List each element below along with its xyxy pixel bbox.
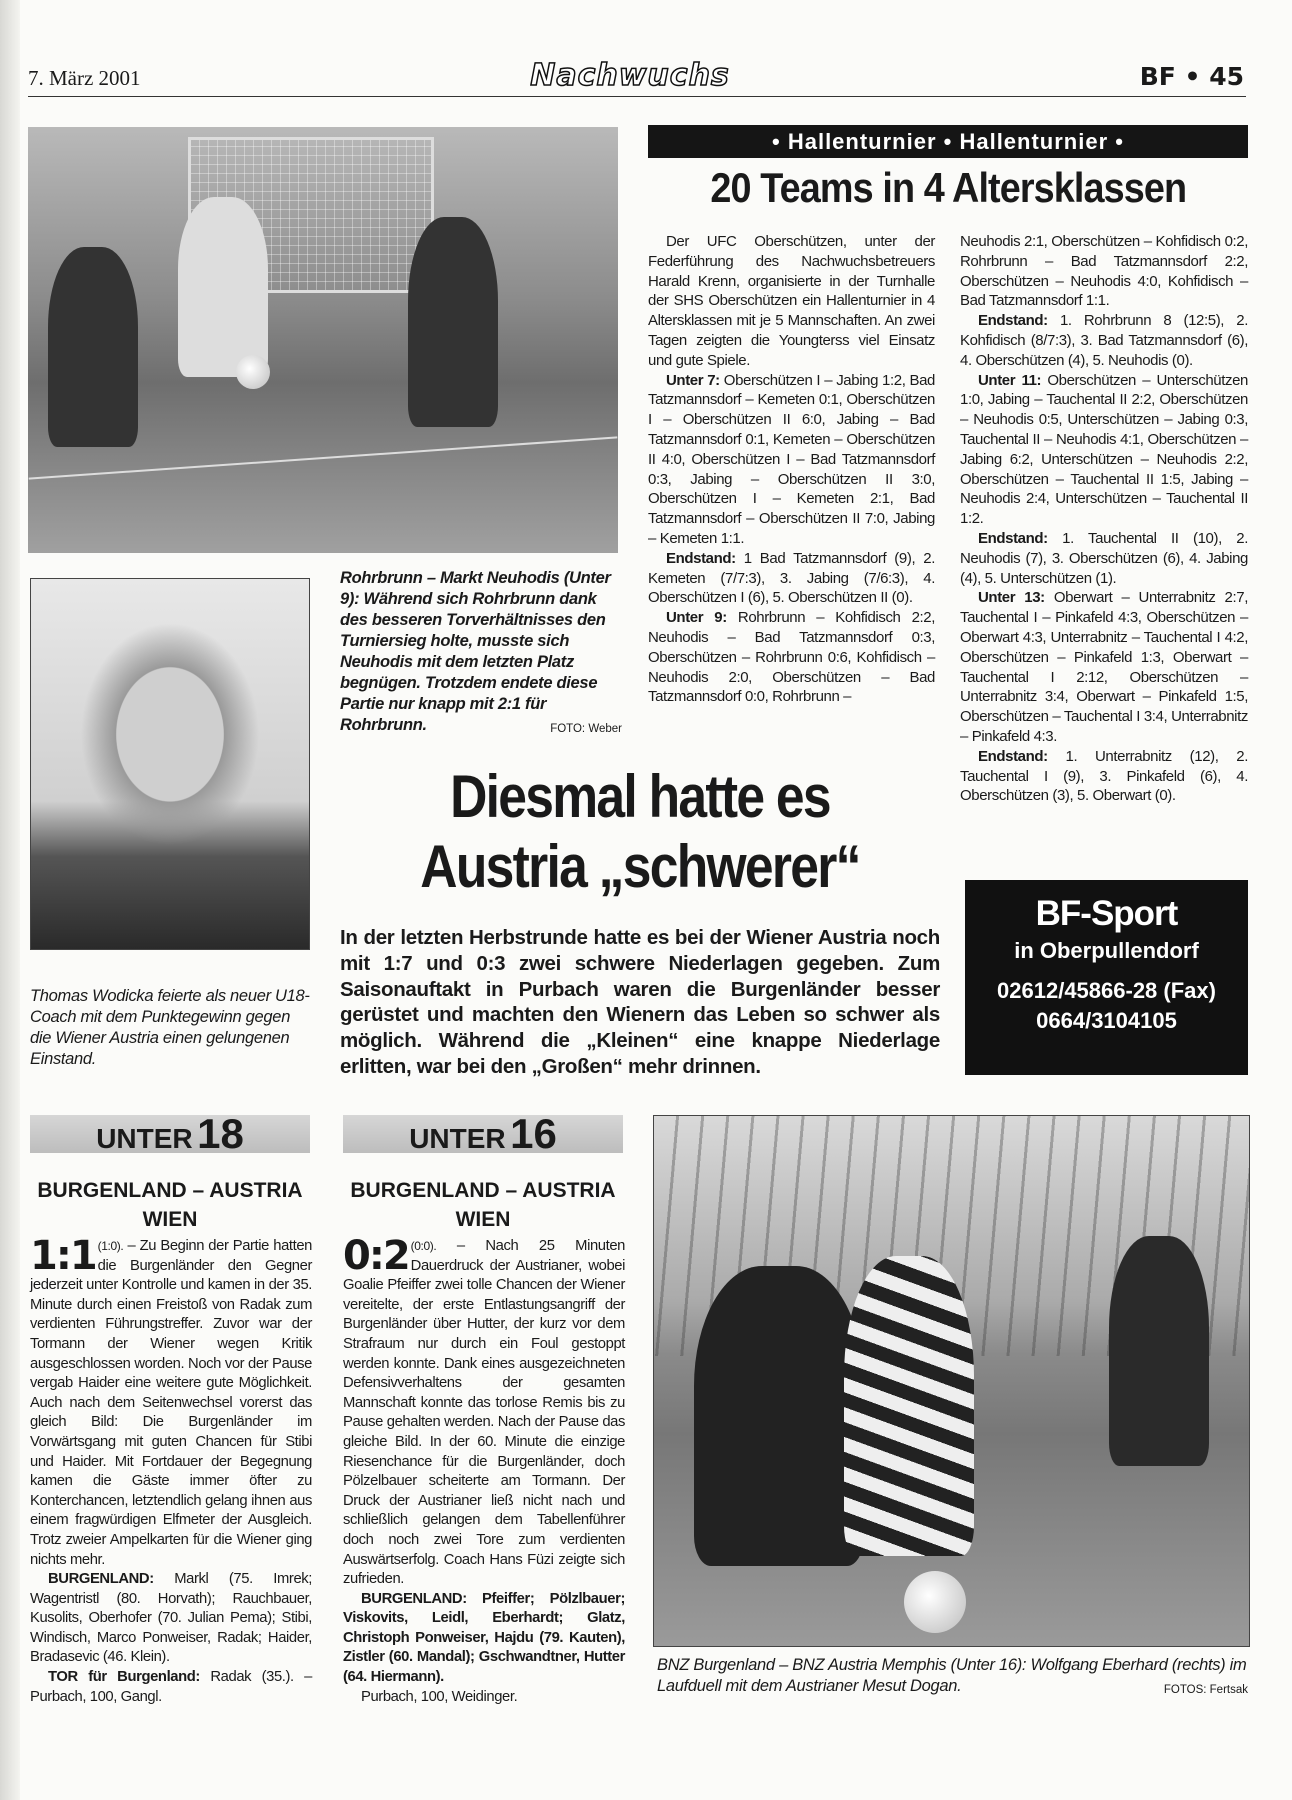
hallenturnier-photo <box>28 127 618 553</box>
football <box>904 1571 966 1633</box>
u18-teams: BURGENLAND – AUSTRIA WIEN <box>37 1179 303 1231</box>
intro-paragraph: Der UFC Oberschützen, unter der Federführung des Nachwuchsbetreuers Harald Krenn, organisierte in der Turnhalle der SHS Oberschützen ein Hallenturnier in 4 Altersklassen mit je 5 Mannschaften. An zwei Tagen zeigten die Youngterss viel Einsatz und gute Spiele. <box>648 233 935 369</box>
player-figure <box>1109 1236 1209 1466</box>
player-figure <box>178 197 268 377</box>
coach-portrait-photo <box>30 578 310 950</box>
group-unter-11: Unter 11: Oberschützen – Unterschützen 1:0, Jabing – Tauchental II 2:2, Oberschützen – Neuhodis 0:5, Unterschützen – Jabing 0:3, Tauchental II – Neuhodis 4:1, Oberschützen – Jabing 6:2, Unterschützen – Neuhodis 2:2, Oberschützen – Tauchental II 1:5, Jabing – Neuhodis 2:4, Unterschützen – Tauchental II 1:2. <box>960 371 1248 528</box>
unter-18-bar: UNTER 18 <box>30 1115 310 1153</box>
u18-report: 1:1 $^{(1:0).}$ – Zu Beginn der Partie hatten die Burgenländer den Gegner jederzeit unter Kontrolle und kamen in der 35. Minute durch einen Freistoß von Radak zum verdienten Führungstreffer. Zuvor war der Tormann der Wiener wegen Kritik ausgeschlossen worden. Noch vor der Pause vergab Haider eine weitere gute Möglichkeit. Auch nach dem Seitenwechsel vorerst das gleich Bild: Die Burgenländer im Vorwärtsgang mit guten Chancen für Stibi und Haider. Mit Fortdauer der Begegnung kamen die Gäste immer öfter zu Konterchancen, letztendlich gelang ihnen aus einem fragwürdigen Elfmeter der Ausgleich. Trotz zweier Ampelkarten für die Wiener ging nichts mehr. BURGENLAND: Markl (75. Imrek; Wagentristl (80. Horvath); Rauchbauer, Kusolits, Oberhofer (70. Julian Pema); Stibi, Windisch, Marco Ponweiser, Radak; Haider, Bradasevic (46. Klein). TOR für Burgenland: Radak (35.). – Purbach, 100, Gangl. <box>30 1233 312 1705</box>
match-photo-caption: BNZ Burgenland – BNZ Austria Memphis (Unter 16): Wolfgang Eberhard (rechts) im Laufduell mit dem Austrianer Mesut Dogan. FOTOS: Fertsak <box>657 1655 1248 1701</box>
ad-title: BF-Sport <box>1035 894 1178 933</box>
section-title: Nachwuchs <box>530 58 730 93</box>
photo-credit: FOTOS: Fertsak <box>1163 1684 1248 1696</box>
page-number: BF • 45 <box>1139 62 1244 91</box>
endstand-unter-9: Endstand: 1. Rohrbrunn 8 (12:5), 2. Kohfidisch (8/7:3), 3. Bad Tatzmannsdorf (6), 4. Oberschützen (4), 5. Neuhodis (0). <box>960 312 1248 369</box>
player-figure <box>48 247 138 447</box>
portrait-caption: Thomas Wodicka feierte als neuer U18-Coach mit dem Punktegewinn gegen die Wiener Austria einen gelungenen Einstand. <box>30 987 310 1068</box>
hallenturnier-headline: 20 Teams in 4 Altersklassen <box>710 164 1186 211</box>
group-unter-7: Unter 7: Oberschützen I – Jabing 1:2, Bad Tatzmannsdorf – Kemeten 0:1, Oberschützen I – Oberschützen II 6:0, Jabing – Bad Tatzmannsdorf 0:1, Kemeten – Oberschützen II 4:0, Oberschützen I – Bad Tatzmannsdorf 0:3, Jabing – Oberschützen II 3:0, Oberschützen I – Kemeten 2:1, Bad Tatzmannsdorf – Oberschützen II 7:0, Jabing – Kemeten 1:1. <box>648 371 935 547</box>
endstand-unter-7: Endstand: 1 Bad Tatzmannsdorf (9), 2. Kemeten (7/7:3), 3. Jabing (7/6:3), 4. Oberschützen I (6), 5. Oberschützen II (0). <box>648 549 935 607</box>
player-figure <box>844 1256 974 1556</box>
match-photo <box>653 1115 1250 1647</box>
ad-location: in Oberpullendorf <box>1014 938 1199 963</box>
header-rule <box>28 96 1246 97</box>
group-unter-9-cont: Neuhodis 2:1, Oberschützen – Kohfidisch 0:2, Rohrbrunn – Bad Tatzmannsdorf 2:2, Oberschützen – Neuhodis 4:0, Kohfidisch – Bad Tatzmannsdorf 1:1. <box>960 233 1248 310</box>
player-figure <box>694 1266 864 1566</box>
hallenturnier-banner: • Hallenturnier • Hallenturnier • <box>648 125 1248 158</box>
group-unter-13: Unter 13: Oberwart – Unterrabnitz 2:7, Tauchental I – Pinkafeld 4:3, Oberschützen – Oberwart 4:3, Unterrabnitz – Tauchental I 4:2, Oberschützen – Pinkafeld 1:3, Oberwart – Tauchental I 2:12, Oberschützen – Unterrabnitz 3:4, Oberwart – Pinkafeld 1:5, Oberschützen – Tauchental I 3:4, Unterrabnitz – Pinkafeld 4:3. <box>960 589 1248 745</box>
photo-credit: FOTO: Weber <box>550 723 622 735</box>
football <box>236 355 270 389</box>
ad-fax: 02612/45866-28 (Fax) <box>997 978 1216 1003</box>
page-binding-edge <box>0 0 20 1800</box>
u16-score: 0:2 <box>343 1233 409 1279</box>
hallenturnier-photo-caption: Rohrbrunn – Markt Neuhodis (Unter 9): Während sich Rohrbrunn dank des besseren Torverhältnisses den Turniersieg holte, musste sich Neuhodis mit dem letzten Platz begnügen. Trotzdem endete diese Partie nur knapp mit 2:1 für Rohrbrunn. FOTO: Weber <box>340 568 622 740</box>
unter-16-bar: UNTER 16 <box>343 1115 623 1153</box>
u16-teams: BURGENLAND – AUSTRIA WIEN <box>350 1179 616 1231</box>
ad-mobile: 0664/3104105 <box>1036 1008 1177 1033</box>
endstand-unter-11: Endstand: 1. Tauchental II (10), 2. Neuhodis (7), 3. Oberschützen (6), 4. Jabing (4), 5. Unterschützen (1). <box>960 529 1248 587</box>
player-figure <box>408 217 498 427</box>
main-headline: Diesmal hatte es Austria „schwerer“ <box>420 763 860 900</box>
issue-date: 7. März 2001 <box>28 66 141 90</box>
bf-sport-ad <box>965 880 1248 1075</box>
group-unter-9: Unter 9: Rohrbrunn – Kohfidisch 2:2, Neuhodis – Bad Tatzmannsdorf 0:3, Oberschützen – Rohrbrunn 0:6, Kohfidisch – Neuhodis 2:0, Oberschützen – Bad Tatzmannsdorf 0:0, Rohrbrunn – <box>648 609 935 706</box>
hallenturnier-column-2 <box>960 232 1248 806</box>
endstand-unter-13: Endstand: 1. Unterrabnitz (12), 2. Tauchental I (9), 3. Pinkafeld (6), 4. Oberschützen (3), 5. Oberwart (0). <box>960 747 1248 805</box>
u18-score: 1:1 <box>30 1233 96 1279</box>
main-lead: In der letzten Herbstrunde hatte es bei der Wiener Austria noch mit 1:7 und 0:3 zwei schwere Niederlagen gegeben. Zum Saisonauftakt in Purbach waren die Burgenländer besser gerüstet und machten den Wienern das Leben so schwer als möglich. Während die „Kleinen“ eine knappe Niederlage erlitten, war bei den „Großen“ mehr drinnen. <box>340 926 940 1078</box>
u16-report: 0:2 $^{(0:0).}$ – Nach 25 Minuten Dauerdruck der Austrianer, wobei Goalie Pfeiffer zwei tolle Chancen der Wiener vereitelte, der erste Entlastungsangriff der Burgenländer über Hutter, der kurz vor dem Strafraum nur durch ein Foul gestoppt werden konnte. Dank eines ausgezeichneten Defensivverhaltens der gesamten Mannschaft konnte das torlose Remis bis zu Pause gehalten werden. Nach der Pause das gleiche Bild. In der 60. Minute die einzige Riesenchance für die Burgenländer, doch Pölzelbauer scheiterte am Tormann. Der Druck der Austrianer ließ nicht nach und schließlich gelangen dem Tabellenführer doch noch zwei Tore zum verdienten Auswärtserfolg. Coach Hans Füzi zeigte sich zufrieden. BURGENLAND: Pfeiffer; Pölzlbauer; Viskovits, Leidl, Eberhardt; Glatz, Christoph Ponweiser, Hajdu (79. Kauten), Zistler (60. Mandal); Gschwandtner, Hutter (64. Hiermann). Purbach, 100, Weidinger. <box>343 1233 626 1705</box>
hallenturnier-column-1 <box>648 232 935 707</box>
